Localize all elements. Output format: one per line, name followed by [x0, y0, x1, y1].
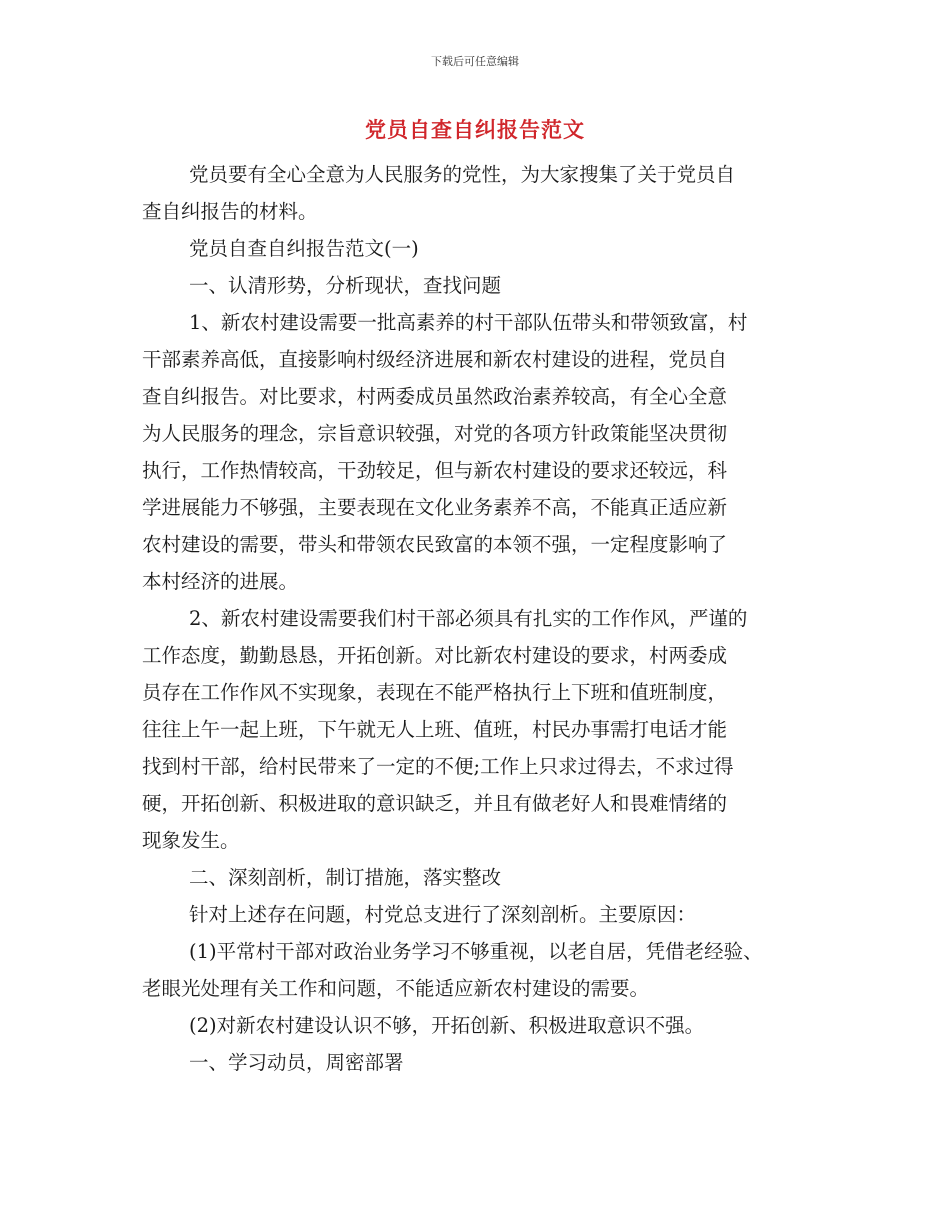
- text-line: 农村建设的需要，带头和带领农民致富的本领不强，一定程度影响了: [142, 533, 728, 556]
- text-line: (2)对新农村建设认识不够，开拓创新、积极进取意识不强。: [189, 1014, 705, 1037]
- text-line: 1、新农村建设需要一批高素养的村干部队伍带头和带领致富，村: [189, 311, 748, 334]
- text-line: 执行，工作热情较高，干劲较足，但与新农村建设的要求还较远，科: [142, 459, 728, 482]
- text-line: 员存在工作作风不实现象，表现在不能严格执行上下班和值班制度，: [142, 681, 728, 704]
- text-line: 针对上述存在问题，村党总支进行了深刻剖析。主要原因：: [189, 903, 697, 926]
- text-line: 干部素养高低，直接影响村级经济进展和新农村建设的进程，党员自: [142, 348, 728, 371]
- document-title: 党员自查自纠报告范文: [365, 118, 585, 142]
- text-line: 党员自查自纠报告范文(一): [189, 237, 419, 260]
- text-line: 党员要有全心全意为人民服务的党性，为大家搜集了关于党员自: [189, 163, 736, 186]
- text-line: (1)平常村干部对政治业务学习不够重视，以老自居，凭借老经验、: [189, 940, 763, 963]
- text-line: 往往上午一起上班，下午就无人上班、值班，村民办事需打电话才能: [142, 718, 728, 741]
- text-line: 2、新农村建设需要我们村干部必须具有扎实的工作作风，严谨的: [189, 607, 748, 630]
- document-body: [142, 156, 826, 1081]
- text-line: 为人民服务的理念，宗旨意识较强，对党的各项方针政策能坚决贯彻: [142, 422, 728, 445]
- text-line: 老眼光处理有关工作和问题，不能适应新农村建设的需要。: [142, 977, 650, 1000]
- text-line: 一、学习动员，周密部署: [189, 1051, 404, 1074]
- text-line: 本村经济的进展。: [142, 570, 299, 593]
- page-header: 下载后可任意编辑: [431, 55, 519, 68]
- text-line: 工作态度，勤勤恳恳，开拓创新。对比新农村建设的要求，村两委成: [142, 644, 728, 667]
- text-line: 查自纠报告。对比要求，村两委成员虽然政治素养较高，有全心全意: [142, 385, 728, 408]
- text-line: 现象发生。: [142, 829, 240, 852]
- text-line: 二、深刻剖析，制订措施，落实整改: [189, 866, 502, 889]
- text-line: 一、认清形势，分析现状，查找问题: [189, 274, 502, 297]
- text-line: 硬，开拓创新、积极进取的意识缺乏，并且有做老好人和畏难情绪的: [142, 792, 728, 815]
- text-line: 学进展能力不够强，主要表现在文化业务素养不高，不能真正适应新: [142, 496, 728, 519]
- text-line: 找到村干部，给村民带来了一定的不便;工作上只求过得去，不求过得: [142, 755, 734, 778]
- text-line: 查自纠报告的材料。: [142, 200, 318, 223]
